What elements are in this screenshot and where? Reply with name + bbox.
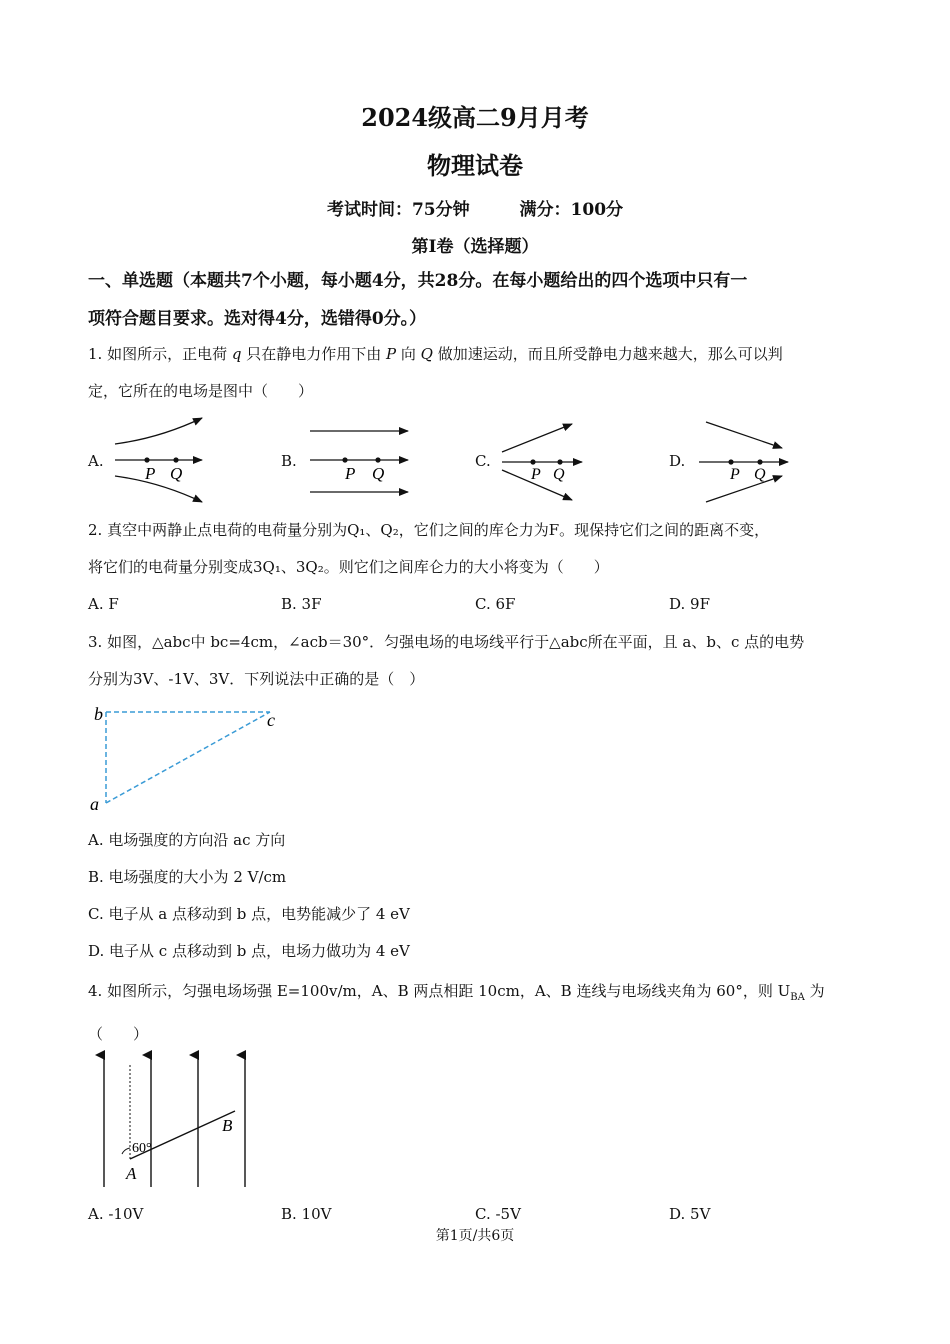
question-4-line2: （ ） bbox=[88, 1025, 149, 1043]
exam-info bbox=[0, 195, 950, 220]
question-3-line2: 分别为3V、-1V、3V．下列说法中正确的是（ ） bbox=[88, 670, 425, 688]
q1-option-a-label: A. bbox=[88, 452, 104, 470]
exam-time: 考试时间：75分钟 bbox=[326, 200, 470, 220]
vertex-b-label: b bbox=[94, 704, 103, 724]
q4-option-a: A. -10V bbox=[88, 1205, 144, 1223]
question-3-line1: 3. 如图，△abc中 bc=4cm，∠acb＝30°．匀强电场的电场线平行于△abc所在平面，且 a、b、c 点的电势 bbox=[88, 633, 805, 651]
q2-option-c: C. 6F bbox=[475, 595, 516, 613]
question-3 bbox=[88, 624, 868, 698]
q3-option-b: B. 电场强度的大小为 2 V/cm bbox=[88, 868, 287, 886]
q1-figure-b bbox=[310, 431, 408, 492]
q1-option-c-label: C. bbox=[475, 452, 491, 470]
q1-d-q-label: Q bbox=[754, 466, 766, 483]
question-1-line2: 定，它所在的电场是图中（ ） bbox=[88, 382, 314, 400]
q3-option-d: D. 电子从 c 点移动到 b 点，电场力做功为 4 eV bbox=[88, 942, 410, 960]
vertex-a-label: a bbox=[90, 794, 99, 814]
q2-option-b: B. 3F bbox=[281, 595, 322, 613]
q1-option-b-label: B. bbox=[281, 452, 297, 470]
exam-title: 2024级高二9月月考 bbox=[361, 103, 589, 132]
section-heading: 一、单选题（本题共7个小题，每小题4分，共28分。在每小题给出的四个选项中只有一 项符合题目要求。选对得4分，选错得0分。） bbox=[88, 271, 748, 329]
q1-a-q-label: Q bbox=[170, 464, 183, 483]
q3-option-c: C. 电子从 a 点移动到 b 点，电势能减少了 4 eV bbox=[88, 905, 410, 923]
q4-option-d: D. 5V bbox=[669, 1205, 711, 1223]
vertex-c-label: c bbox=[267, 710, 275, 730]
question-2-line1: 2. 真空中两静止点电荷的电荷量分别为Q₁、Q₂，它们之间的库仑力为F。现保持它们之间的距离不变， bbox=[88, 521, 770, 539]
angle-label: 60° bbox=[132, 1141, 152, 1156]
q4-option-c: C. -5V bbox=[475, 1205, 521, 1223]
question-4-line1: 4. 如图所示，匀强电场场强 E=100v/m，A、B 两点相距 10cm，A、B 连线与电场线夹角为 60°，则 $U_{BA}$ 为 bbox=[88, 982, 825, 1003]
page-footer: 第1页/共6页 bbox=[435, 1228, 515, 1244]
q1-b-q-label: Q bbox=[372, 464, 385, 483]
q1-option-d-label: D. bbox=[669, 452, 686, 470]
question-1-line1: 1. 如图所示，正电荷 q 只在静电力作用下由 P 向 Q 做加速运动，而且所受静电力越来越大，那么可以判 bbox=[88, 345, 783, 363]
q2-option-d: D. 9F bbox=[669, 595, 710, 613]
q3-triangle-figure bbox=[80, 700, 300, 820]
part-title: 第I卷（选择题） bbox=[411, 237, 539, 257]
question-4 bbox=[88, 973, 878, 1053]
subject-title: 物理试卷 bbox=[427, 151, 523, 180]
q1-figure-c bbox=[502, 424, 582, 500]
point-a-label: A bbox=[126, 1164, 137, 1183]
exam-score: 满分：100分 bbox=[519, 200, 624, 220]
q3-options bbox=[88, 822, 868, 970]
q1-d-p-label: P bbox=[730, 466, 740, 483]
q1-c-q-label: Q bbox=[553, 466, 565, 483]
q1-b-p-label: P bbox=[345, 464, 356, 483]
question-2 bbox=[88, 512, 868, 586]
q1-c-p-label: P bbox=[531, 466, 541, 483]
q1-figure-a bbox=[115, 418, 202, 502]
question-2-line2: 将它们的电荷量分别变成3Q₁、3Q₂。则它们之间库仑力的大小将变为（ ） bbox=[88, 558, 609, 576]
q4-option-b: B. 10V bbox=[281, 1205, 332, 1223]
q1-figures bbox=[0, 410, 950, 510]
q1-figure-d bbox=[699, 422, 788, 502]
q2-option-a: A. F bbox=[88, 595, 119, 613]
q3-option-a: A. 电场强度的方向沿 ac 方向 bbox=[88, 831, 286, 849]
q4-field-figure bbox=[80, 1045, 280, 1195]
q1-a-p-label: P bbox=[145, 464, 156, 483]
question-1 bbox=[88, 336, 868, 410]
point-b-label: B bbox=[222, 1116, 233, 1135]
